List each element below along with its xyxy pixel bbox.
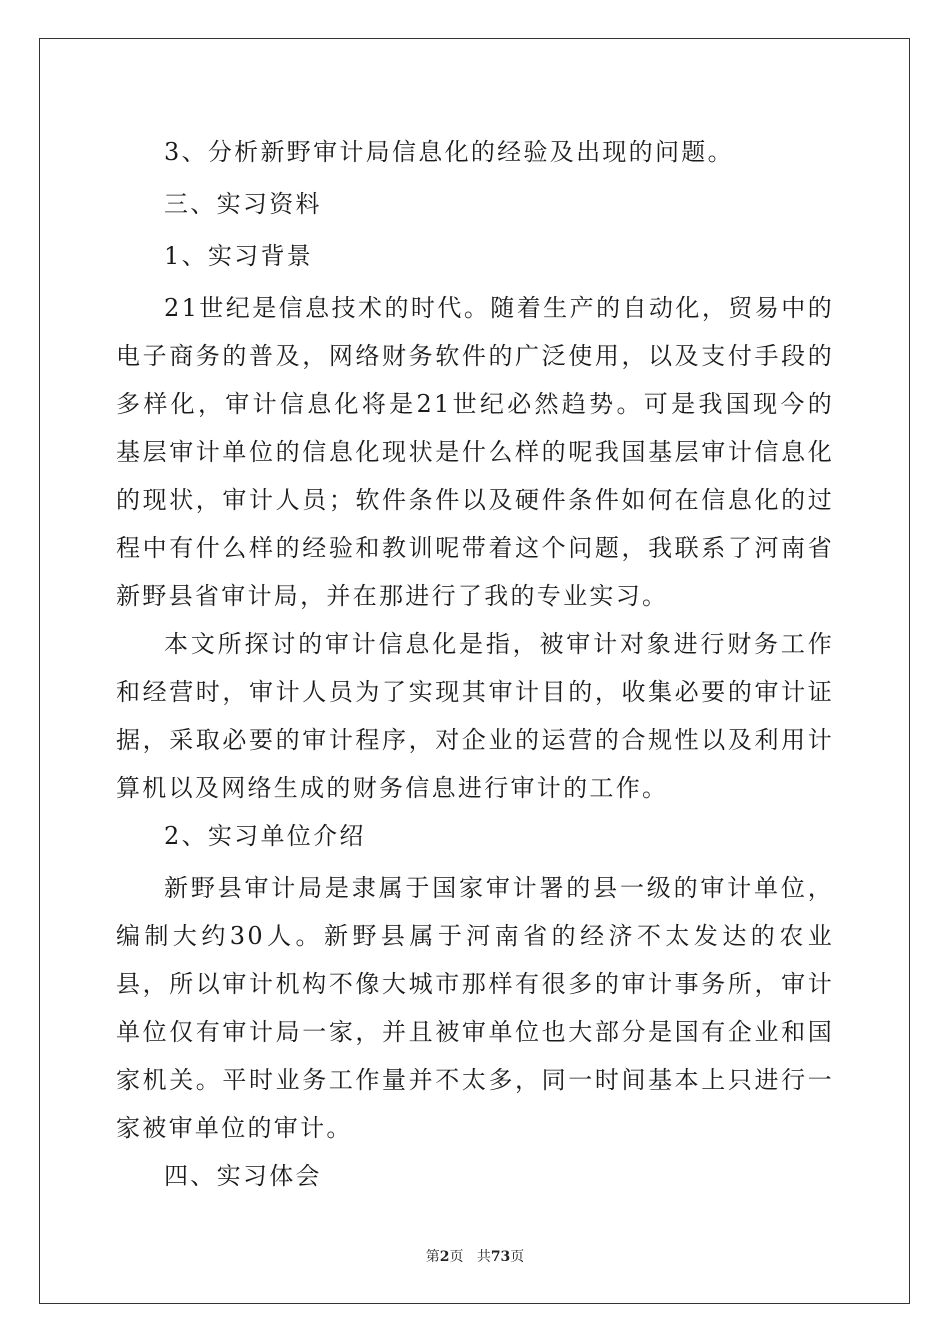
section-heading-reflection: 四、实习体会 — [164, 1162, 322, 1190]
section-heading-materials: 三、实习资料 — [164, 190, 322, 218]
page-number: 2 — [439, 1249, 450, 1265]
paragraph-definition: 本文所探讨的审计信息化是指，被审计对象进行财务工作和经营时，审计人员为了实现其审计目的，收集必要的审计证据，采取必要的审计程序，对企业的运营的合规性以及利用计算机以及网络生成的财务信息进行审计的工作。 — [116, 630, 834, 802]
page-prefix: 第 — [425, 1249, 440, 1265]
paragraph-objective-3: 3、分析新野审计局信息化的经验及出现的问题。 — [164, 138, 734, 166]
paragraph-unit-intro: 新野县审计局是隶属于国家审计署的县一级的审计单位，编制大约30人。新野县属于河南省的经济不太发达的农业县，所以审计机构不像大城市那样有很多的审计事务所，审计单位仅有审计局一家，并且被审单位也大部分是国有企业和国家机关。平时业务工作量并不太多，同一时间基本上只进行一家被审单位的审计。 — [116, 874, 834, 1142]
total-pages: 73 — [490, 1249, 511, 1265]
total-prefix: 共 — [476, 1249, 491, 1265]
paragraph-background: 21世纪是信息技术的时代。随着生产的自动化，贸易中的电子商务的普及，网络财务软件的广泛使用，以及支付手段的多样化，审计信息化将是21世纪必然趋势。可是我国现今的基层审计单位的信息化现状是什么样的呢我国基层审计信息化的现状，审计人员；软件条件以及硬件条件如何在信息化的过程中有什么样的经验和教训呢带着这个问题，我联系了河南省新野县省审计局，并在那进行了我的专业实习。 — [116, 294, 834, 610]
page-suffix: 页 — [449, 1249, 464, 1265]
total-suffix: 页 — [510, 1249, 525, 1265]
subsection-heading-unit-intro: 2、实习单位介绍 — [164, 822, 366, 850]
page-footer — [0, 1246, 950, 1266]
subsection-heading-background: 1、实习背景 — [164, 242, 314, 270]
document-body — [116, 128, 834, 1204]
